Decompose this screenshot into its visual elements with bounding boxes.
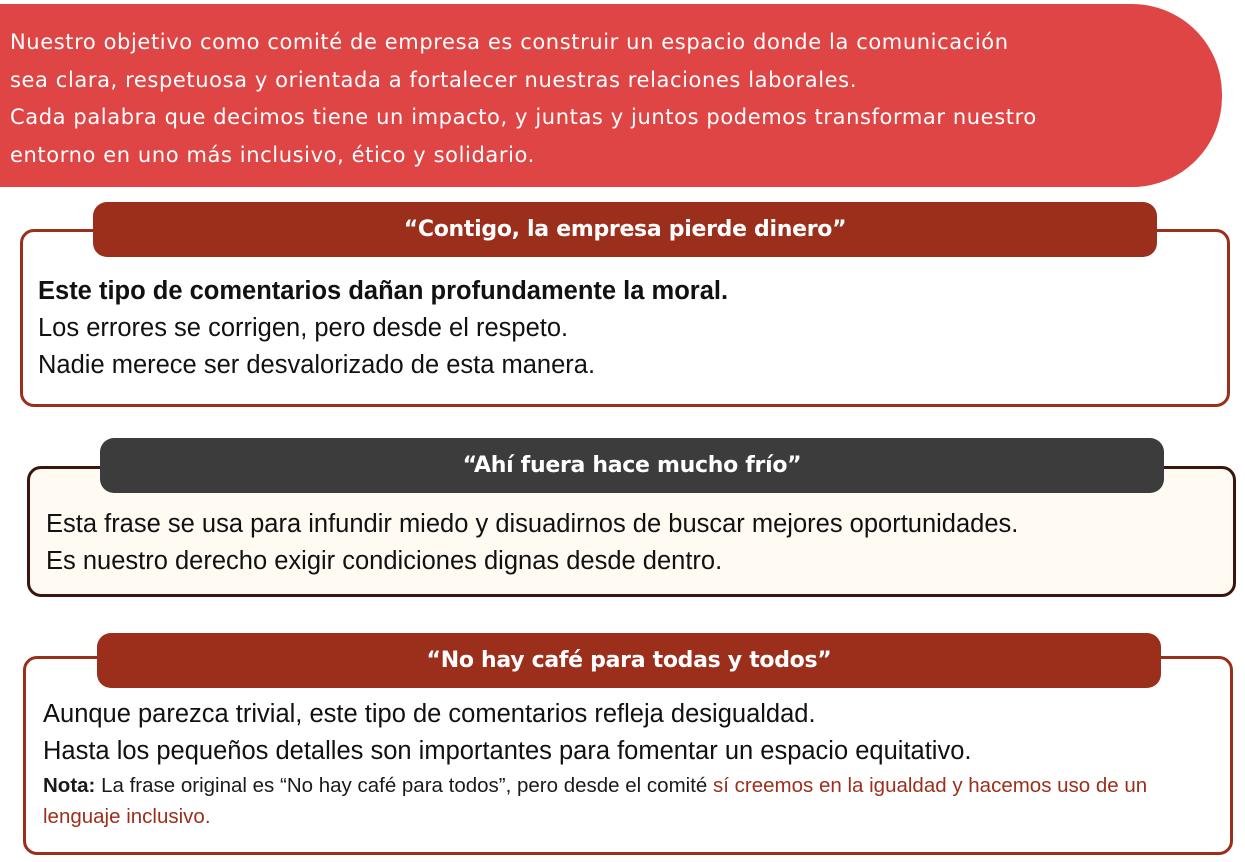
intro-line: sea clara, respetuosa y orientada a fortalecer nuestras relaciones laborales. xyxy=(10,67,857,92)
phrase-line-emphasis: Este tipo de comentarios dañan profundamente la moral. xyxy=(38,277,729,305)
note-text xyxy=(43,770,1213,832)
intro-banner xyxy=(0,4,1222,187)
phrase-line: Esta frase se usa para infundir miedo y disuadirnos de buscar mejores oportunidades. xyxy=(46,510,1019,538)
phrase-title-frio: “Ahí fuera hace mucho frío” xyxy=(100,438,1164,493)
note-highlight: sí creemos en la igualdad y hacemos uso de un lenguaje inclusivo. xyxy=(43,774,1148,828)
note-label: Nota: xyxy=(43,774,96,797)
intro-line: entorno en uno más inclusivo, ético y solidario. xyxy=(10,142,535,167)
phrase-line: Nadie merece ser desvalorizado de esta manera. xyxy=(38,351,596,379)
phrase-body-frio xyxy=(46,506,1018,580)
phrase-body-contigo xyxy=(38,273,728,384)
intro-line: Cada palabra que decimos tiene un impacto, y juntas y juntos podemos transformar nuestro xyxy=(10,105,1037,129)
phrase-line: Aunque parezca trivial, este tipo de comentarios refleja desigualdad. xyxy=(43,700,816,728)
phrase-title-cafe: “No hay café para todas y todos” xyxy=(97,633,1161,688)
intro-line: Nuestro objetivo como comité de empresa es construir un espacio donde la comunicación xyxy=(10,30,1009,54)
phrase-line: Los errores se corrigen, pero desde el respeto. xyxy=(38,314,569,342)
phrase-body-cafe xyxy=(43,696,971,770)
note-body: La frase original es “No hay café para todos”, pero desde el comité xyxy=(95,774,714,797)
phrase-title-contigo: “Contigo, la empresa pierde dinero” xyxy=(93,202,1157,257)
phrase-line: Hasta los pequeños detalles son importantes para fomentar un espacio equitativo. xyxy=(43,737,972,765)
phrase-line: Es nuestro derecho exigir condiciones dignas desde dentro. xyxy=(46,547,723,575)
